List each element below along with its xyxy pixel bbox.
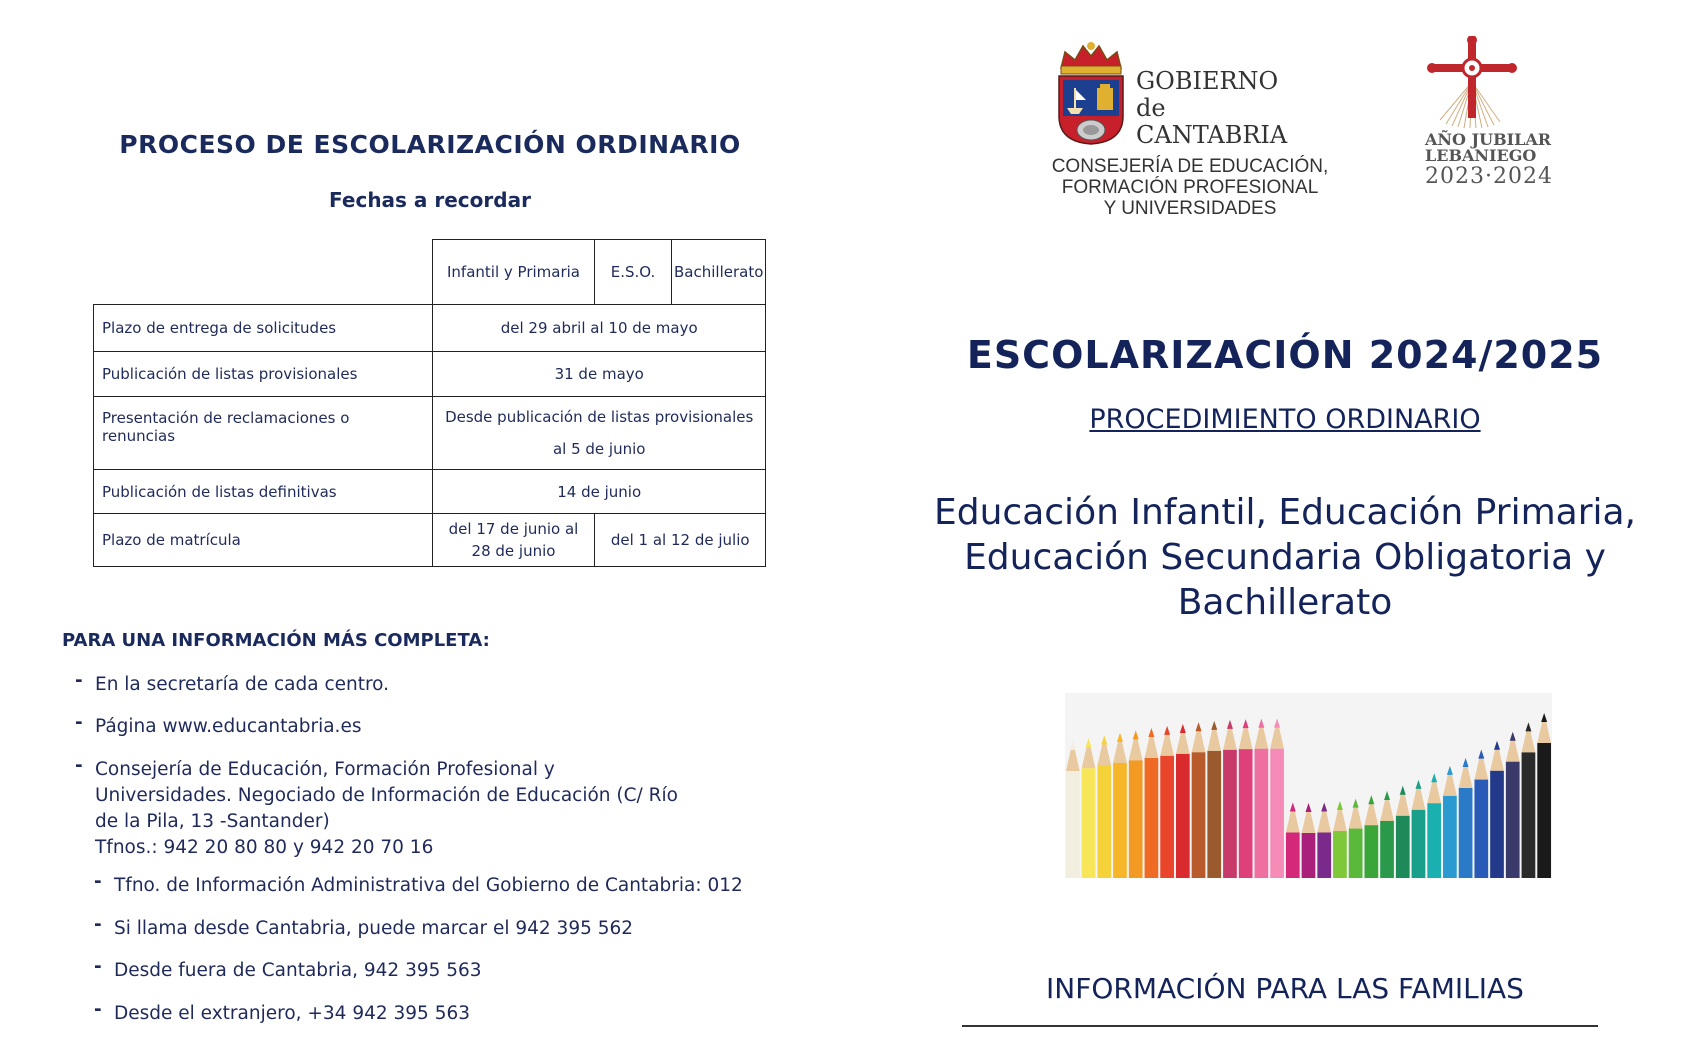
list-item xyxy=(75,714,361,740)
pencil-body xyxy=(1192,752,1206,878)
pencil-body xyxy=(1082,768,1096,878)
cantabria-shield-icon xyxy=(1053,38,1129,148)
pencil-body xyxy=(1412,810,1426,878)
row-label: Plazo de entrega de solicitudes xyxy=(94,305,433,352)
list-item-text: Si llama desde Cantabria, puede marcar el 942 395 562 xyxy=(114,918,634,939)
jubilar-text xyxy=(1425,132,1585,190)
row-value-eso-bachillerato: del 1 al 12 de julio xyxy=(595,514,766,567)
jubilar-cross-icon xyxy=(1426,36,1518,128)
department-name xyxy=(1030,156,1350,219)
department-name-line: Y UNIVERSIDADES xyxy=(1103,198,1277,219)
row-value-line: del 17 de junio al xyxy=(448,520,579,538)
pencil-body xyxy=(1097,766,1111,878)
pencil-body xyxy=(1129,760,1143,878)
pencil-body xyxy=(1113,763,1127,878)
dash-marker: - xyxy=(94,956,102,977)
row-label: Plazo de matrícula xyxy=(94,514,433,567)
pencil-body xyxy=(1349,829,1363,878)
list-item-text: Universidades. Negociado de Información de Educación (C/ Río xyxy=(95,785,678,806)
list-item xyxy=(94,873,743,899)
left-title: PROCESO DE ESCOLARIZACIÓN ORDINARIO xyxy=(119,130,741,159)
list-item-text: Desde el extranjero, +34 942 395 563 xyxy=(114,1003,471,1024)
pencil-body xyxy=(1490,771,1504,878)
pencil-body xyxy=(1066,771,1080,878)
procedure-subtitle-text: PROCEDIMIENTO ORDINARIO xyxy=(1089,404,1481,435)
education-levels xyxy=(900,490,1670,625)
list-item xyxy=(75,672,389,698)
info-heading: PARA UNA INFORMACIÓN MÁS COMPLETA: xyxy=(62,630,490,651)
dash-marker: - xyxy=(75,755,83,776)
list-item-text: Tfno. de Información Administrativa del Gobierno de Cantabria: 012 xyxy=(114,875,743,896)
row-value-infantil-primaria xyxy=(433,514,595,567)
list-item xyxy=(75,757,678,861)
row-value-line: Desde publicación de listas provisionales xyxy=(445,408,754,426)
government-name xyxy=(1136,68,1287,149)
dash-marker: - xyxy=(94,871,102,892)
dash-marker: - xyxy=(75,712,83,733)
table-header-row xyxy=(94,240,766,305)
pencil-body xyxy=(1176,754,1190,878)
row-value: 31 de mayo xyxy=(433,352,766,397)
government-name-line: de xyxy=(1136,94,1166,122)
pencil-body xyxy=(1223,750,1237,878)
row-label: Publicación de listas definitivas xyxy=(94,470,433,514)
header-bachillerato: Bachillerato xyxy=(672,240,766,305)
pencil-body xyxy=(1270,749,1284,878)
pencil-body xyxy=(1396,816,1410,878)
education-levels-line: Educación Infantil, Educación Primaria, xyxy=(934,492,1636,533)
list-item-text: Tfnos.: 942 20 80 80 y 942 20 70 16 xyxy=(95,837,434,858)
pencil-body xyxy=(1145,758,1159,878)
dates-subtitle: Fechas a recordar xyxy=(329,188,531,212)
pencil-body xyxy=(1506,762,1520,878)
list-item xyxy=(94,916,633,942)
table-row xyxy=(94,514,766,567)
table-row xyxy=(94,397,766,470)
pencil-body xyxy=(1380,821,1394,878)
pencil-body xyxy=(1317,833,1331,878)
list-item-text: Página www.educantabria.es xyxy=(95,716,362,737)
department-name-line: FORMACIÓN PROFESIONAL xyxy=(1061,177,1319,198)
dash-marker: - xyxy=(94,914,102,935)
pencil-body xyxy=(1364,825,1378,878)
list-item-text: En la secretaría de cada centro. xyxy=(95,674,390,695)
government-name-line: GOBIERNO xyxy=(1136,67,1279,95)
government-name-line: CANTABRIA xyxy=(1136,121,1288,149)
procedure-subtitle xyxy=(880,404,1690,435)
dash-marker: - xyxy=(94,999,102,1020)
table-row xyxy=(94,305,766,352)
dates-table xyxy=(93,239,766,567)
pencil-body xyxy=(1522,752,1536,878)
row-value: 14 de junio xyxy=(433,470,766,514)
row-value-line: al 5 de junio xyxy=(552,440,646,458)
jubilar-line: LEBANIEGO xyxy=(1425,146,1537,165)
pencil-body xyxy=(1160,756,1174,878)
education-levels-line: Bachillerato xyxy=(1177,582,1393,623)
row-value: del 29 abril al 10 de mayo xyxy=(433,305,766,352)
pencil-body xyxy=(1286,833,1300,878)
pencil-body xyxy=(1239,749,1253,878)
pencil-body xyxy=(1302,833,1316,878)
department-name-line: CONSEJERÍA DE EDUCACIÓN, xyxy=(1051,156,1329,177)
pencil-body xyxy=(1474,780,1488,878)
pencil-body xyxy=(1459,788,1473,878)
pencil-body xyxy=(1333,831,1347,878)
education-levels-line: Educación Secundaria Obligatoria y xyxy=(964,537,1606,578)
header-infantil-primaria: Infantil y Primaria xyxy=(433,240,595,305)
pencil-body xyxy=(1537,743,1551,878)
pencil-body xyxy=(1207,751,1221,878)
dash-marker: - xyxy=(75,670,83,691)
footer-divider xyxy=(962,1025,1598,1027)
table-row xyxy=(94,470,766,514)
header-eso: E.S.O. xyxy=(595,240,672,305)
row-label: Publicación de listas provisionales xyxy=(94,352,433,397)
list-item-text: Desde fuera de Cantabria, 942 395 563 xyxy=(114,960,482,981)
pencil-body xyxy=(1427,803,1441,878)
jubilar-years: 2023·2024 xyxy=(1425,164,1553,189)
row-value-line: 28 de junio xyxy=(471,542,556,560)
colored-pencils-illustration xyxy=(1065,693,1552,878)
list-item-text: Consejería de Educación, Formación Profesional y xyxy=(95,759,555,780)
row-label: Presentación de reclamaciones o renuncias xyxy=(94,397,433,470)
list-item xyxy=(94,1001,470,1027)
families-info-title: INFORMACIÓN PARA LAS FAMILIAS xyxy=(1046,972,1524,1005)
list-item-text: de la Pila, 13 -Santander) xyxy=(95,811,330,832)
jubilar-line: AÑO JUBILAR xyxy=(1425,130,1552,149)
row-value xyxy=(433,397,766,470)
header-blank-cell xyxy=(94,240,433,305)
pencil-body xyxy=(1443,796,1457,878)
table-row xyxy=(94,352,766,397)
list-item xyxy=(94,958,482,984)
main-title: ESCOLARIZACIÓN 2024/2025 xyxy=(966,333,1604,377)
pencil-body xyxy=(1255,749,1269,878)
